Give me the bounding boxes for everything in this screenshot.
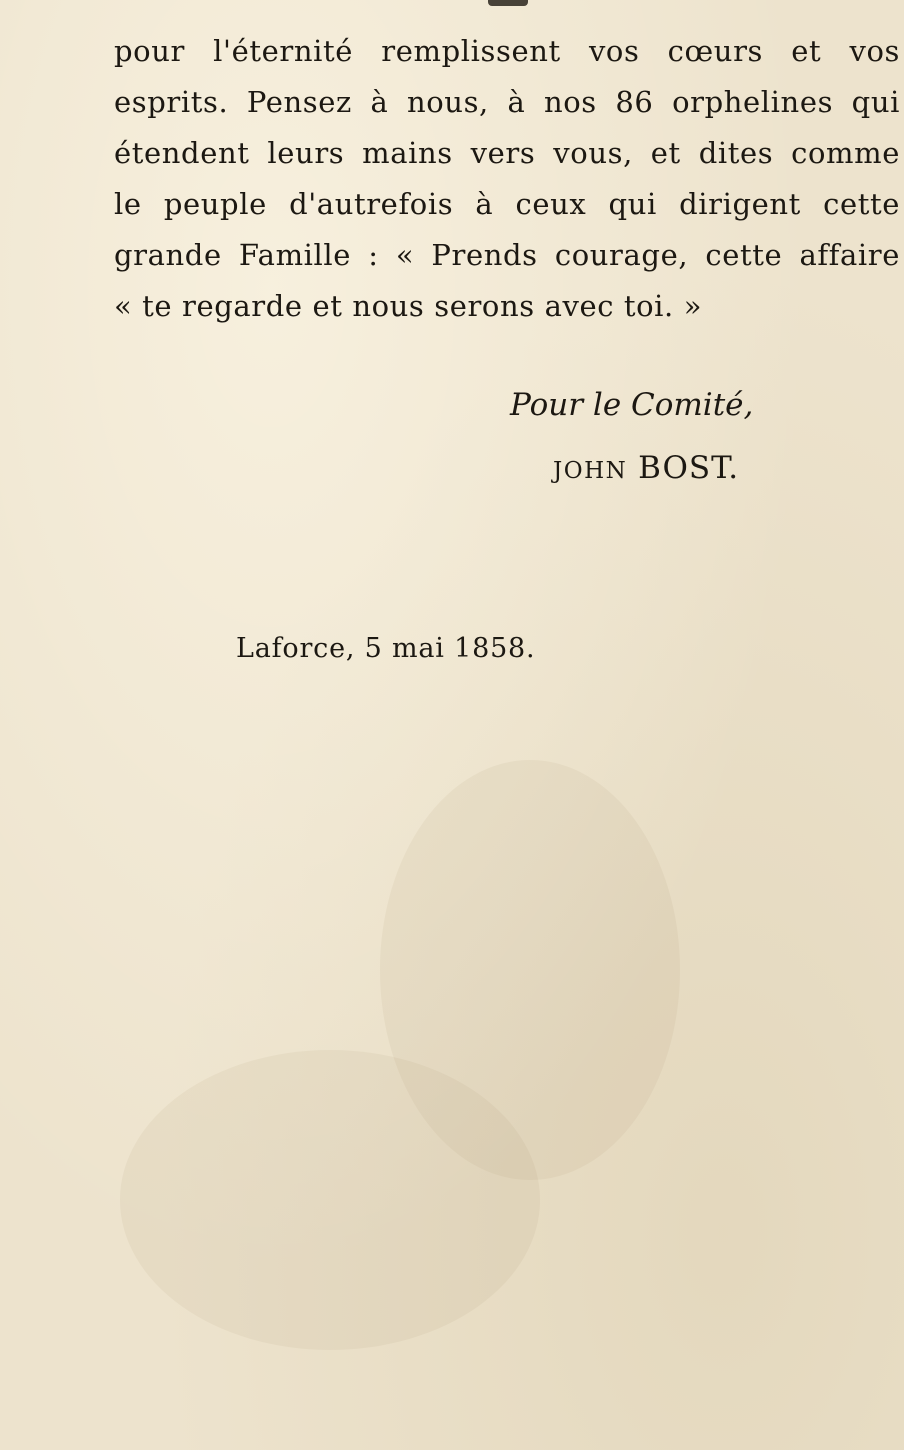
author-last-name: BOST. [638, 450, 740, 486]
body-paragraph [114, 26, 900, 332]
body-line: esprits. Pensez à nous, à nos 86 orphelines qui [114, 85, 900, 119]
body-line: étendent leurs mains vers vous, et dites comme [114, 136, 900, 170]
body-line: « te regarde et nous serons avec toi. » [114, 289, 703, 323]
body-line: le peuple d'autrefois à ceux qui dirigent cette [114, 187, 900, 221]
author-name [553, 443, 739, 496]
dateline: Laforce, 5 mai 1858. [236, 633, 536, 664]
signature-line: Pour le Comité, [510, 387, 754, 423]
body-line: pour l'éternité remplissent vos cœurs et vos [114, 34, 900, 68]
author-first-name: JOHN [553, 458, 628, 484]
paper-stain [120, 1050, 540, 1350]
body-line: grande Famille : « Prends courage, cette affaire [114, 238, 900, 272]
page-number-fragment [488, 0, 528, 6]
